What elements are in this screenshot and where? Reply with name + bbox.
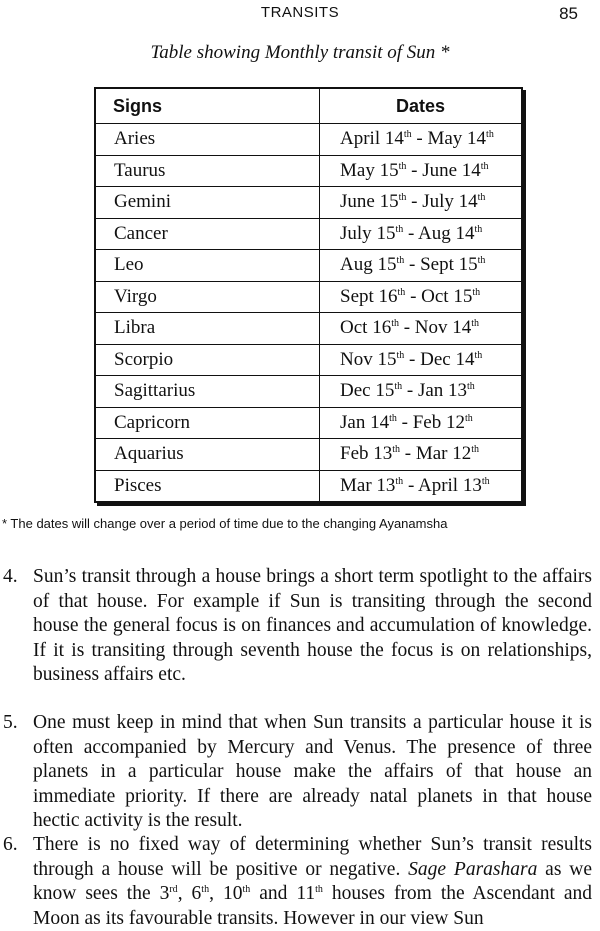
ordinal-suffix: th xyxy=(474,223,483,235)
ordinal-suffix: th xyxy=(392,444,401,455)
date-range-cell xyxy=(320,313,523,345)
to-day: 15 xyxy=(458,254,478,275)
from-day: 16 xyxy=(378,285,398,307)
table-row xyxy=(95,218,522,250)
sign-cell: Pisces xyxy=(95,470,320,502)
table-row xyxy=(95,313,522,345)
table-row xyxy=(95,187,522,219)
chapter-title: TRANSITS xyxy=(260,4,340,21)
from-day: 14 xyxy=(370,411,390,433)
dates-column-header: Dates xyxy=(320,88,523,124)
table-row xyxy=(95,155,522,187)
to-day: 12 xyxy=(445,411,465,433)
to-month: Feb xyxy=(412,411,442,433)
from-month: Mar xyxy=(340,474,372,496)
to-day: 14 xyxy=(455,348,475,370)
house-number: 3 xyxy=(159,883,170,904)
from-month: Feb xyxy=(340,443,369,464)
date-range-cell xyxy=(320,376,523,408)
table-header-row xyxy=(95,88,522,124)
from-day: 13 xyxy=(373,443,393,464)
date-range-cell xyxy=(320,470,523,502)
table-row xyxy=(95,376,522,408)
date-range-cell xyxy=(320,124,523,156)
to-day: 14 xyxy=(467,128,487,149)
from-day: 15 xyxy=(376,222,396,244)
ordinal-suffix: th xyxy=(389,412,397,424)
date-separator: - xyxy=(403,222,418,244)
table-row xyxy=(95,407,522,439)
ordinal-suffix: th xyxy=(467,381,475,392)
from-day: 14 xyxy=(384,128,404,149)
table-row xyxy=(95,250,522,282)
item-text: Sun’s transit through a house brings a short term spotlight to the affairs of that house. For example if Sun is transiting through the second house the general focus is on finances and accumulation of knowledge. If it is transiting through seventh house the focus is on relationships, business affairs etc. xyxy=(33,566,592,685)
to-day: 14 xyxy=(458,191,478,212)
item-text: One must keep in mind that when Sun transits a particular house it is often accompanied by Mercury and Venus. The presence of three planets in a particular house make the affairs of that house an immediate priority. If there are already natal planets in that house hectic activity is the result. xyxy=(33,712,592,831)
running-head xyxy=(0,4,600,26)
from-month: July xyxy=(340,222,372,244)
ordinal-suffix: th xyxy=(403,129,412,140)
date-range-cell xyxy=(320,439,523,471)
ordinal-suffix: th xyxy=(398,160,407,172)
date-range-cell xyxy=(320,344,523,376)
date-separator: - xyxy=(396,411,413,433)
sign-cell: Leo xyxy=(95,250,320,282)
table-row xyxy=(95,124,522,156)
item-text-part: houses from the Ascendant and Moon as its favourable transits. However in our view Sun xyxy=(33,883,593,929)
to-month: May xyxy=(427,128,463,149)
from-day: 15 xyxy=(379,191,399,212)
table-row xyxy=(95,439,522,471)
to-month: April xyxy=(417,474,459,496)
ordinal-suffix: th xyxy=(396,349,405,361)
ordinal-suffix: rd xyxy=(169,884,178,895)
table-caption: Table showing Monthly transit of Sun * xyxy=(150,42,450,63)
ordinal-suffix: th xyxy=(472,286,481,298)
to-month: Aug xyxy=(418,222,451,244)
from-month: Jan xyxy=(340,411,366,433)
date-separator: - xyxy=(406,159,423,181)
ordinal-suffix: th xyxy=(397,286,406,298)
item-text-part: as we know sees the xyxy=(33,858,592,904)
to-month: June xyxy=(422,159,458,181)
to-day: 14 xyxy=(452,317,472,338)
item-text: There is no fixed way of determining whether Sun’s transit results through a house will be positive or negative. Sage Parashara as we know sees the 3rd, 6th, 10th and 11th houses from the Ascendant and Moon as its favourable transits. However in our view Sun xyxy=(33,834,593,929)
ordinal-suffix: th xyxy=(486,129,494,140)
ordinal-suffix: th xyxy=(477,255,486,266)
date-range-cell xyxy=(320,218,523,250)
ordinal-suffix: th xyxy=(474,349,483,361)
sign-cell: Taurus xyxy=(95,155,320,187)
house-number: 6 xyxy=(191,883,202,904)
table-footnote: * The dates will change over a period of time due to the changing Ayanamsha xyxy=(2,516,448,531)
date-separator: - xyxy=(398,317,415,338)
house-number: 11 xyxy=(296,883,316,904)
to-month: Dec xyxy=(420,348,451,370)
to-day: 14 xyxy=(461,159,481,181)
conjunction: and xyxy=(259,883,288,904)
signs-column-header: Signs xyxy=(95,88,320,124)
date-range-cell xyxy=(320,187,523,219)
from-month: Sept xyxy=(340,285,374,307)
house-number: 10 xyxy=(222,883,243,904)
date-range-cell xyxy=(320,250,523,282)
to-day: 13 xyxy=(462,474,482,496)
ordinal-suffix: th xyxy=(201,884,210,895)
date-separator: - xyxy=(406,191,423,212)
date-separator: - xyxy=(405,285,422,307)
date-separator: - xyxy=(404,348,421,370)
ordinal-suffix: th xyxy=(471,318,480,329)
sign-cell: Libra xyxy=(95,313,320,345)
from-month: April xyxy=(340,128,381,149)
list-item-6 xyxy=(0,833,600,931)
sign-cell: Aquarius xyxy=(95,439,320,471)
ordinal-suffix: th xyxy=(464,412,473,424)
ordinal-suffix: th xyxy=(481,475,490,487)
ordinal-suffix: th xyxy=(242,884,251,895)
to-day: 14 xyxy=(455,222,475,244)
item-text-part: There is no fixed way of determining whether Sun’s transit results through a house will be positive or negative. xyxy=(33,834,592,880)
date-separator: - xyxy=(411,128,428,149)
date-separator: - xyxy=(400,443,416,464)
from-day: 13 xyxy=(376,474,396,496)
ordinal-suffix: th xyxy=(395,223,404,235)
to-month: Mar xyxy=(415,443,448,464)
list-item-4 xyxy=(0,565,600,688)
table-row xyxy=(95,344,522,376)
ordinal-suffix: th xyxy=(398,192,407,203)
date-range-cell xyxy=(320,281,523,313)
item-number: 5. xyxy=(3,712,18,733)
sign-cell: Gemini xyxy=(95,187,320,219)
sign-cell: Virgo xyxy=(95,281,320,313)
sign-cell: Scorpio xyxy=(95,344,320,376)
from-day: 15 xyxy=(379,159,399,181)
ordinal-suffix: th xyxy=(394,381,403,392)
ordinal-suffix: th xyxy=(395,475,404,487)
date-separator: - xyxy=(404,254,421,275)
date-separator: - xyxy=(402,380,418,401)
to-day: 15 xyxy=(453,285,473,307)
from-day: 15 xyxy=(377,348,397,370)
to-month: Oct xyxy=(421,285,449,307)
sign-cell: Aries xyxy=(95,124,320,156)
from-month: June xyxy=(340,191,375,212)
ordinal-suffix: th xyxy=(480,160,489,172)
to-day: 13 xyxy=(448,380,468,401)
ordinal-suffix: th xyxy=(471,444,480,455)
sign-cell: Sagittarius xyxy=(95,376,320,408)
from-day: 15 xyxy=(377,254,397,275)
table-row xyxy=(95,470,522,502)
to-month: Jan xyxy=(417,380,444,401)
from-month: Nov xyxy=(340,348,373,370)
from-month: May xyxy=(340,159,375,181)
sage-name: Sage Parashara xyxy=(408,858,538,880)
page-number: 85 xyxy=(559,4,578,23)
table-row xyxy=(95,281,522,313)
ordinal-suffix: th xyxy=(391,318,399,329)
ordinal-suffix: th xyxy=(315,884,323,895)
sign-cell: Cancer xyxy=(95,218,320,250)
to-day: 12 xyxy=(452,443,472,464)
from-month: Oct xyxy=(340,317,368,338)
from-day: 16 xyxy=(372,317,392,338)
sign-cell: Capricorn xyxy=(95,407,320,439)
date-range-cell xyxy=(320,155,523,187)
to-month: Nov xyxy=(414,317,448,338)
date-range-cell xyxy=(320,407,523,439)
ordinal-suffix: th xyxy=(396,255,405,266)
from-day: 15 xyxy=(375,380,395,401)
sun-transit-table xyxy=(94,87,523,503)
list-item-5 xyxy=(0,711,600,834)
from-month: Aug xyxy=(340,254,373,275)
from-month: Dec xyxy=(340,380,371,401)
to-month: Sept xyxy=(420,254,454,275)
ordinal-suffix: th xyxy=(477,192,486,203)
to-month: July xyxy=(422,191,454,212)
item-number: 4. xyxy=(3,566,18,587)
date-separator: - xyxy=(403,474,418,496)
item-number: 6. xyxy=(3,834,18,855)
